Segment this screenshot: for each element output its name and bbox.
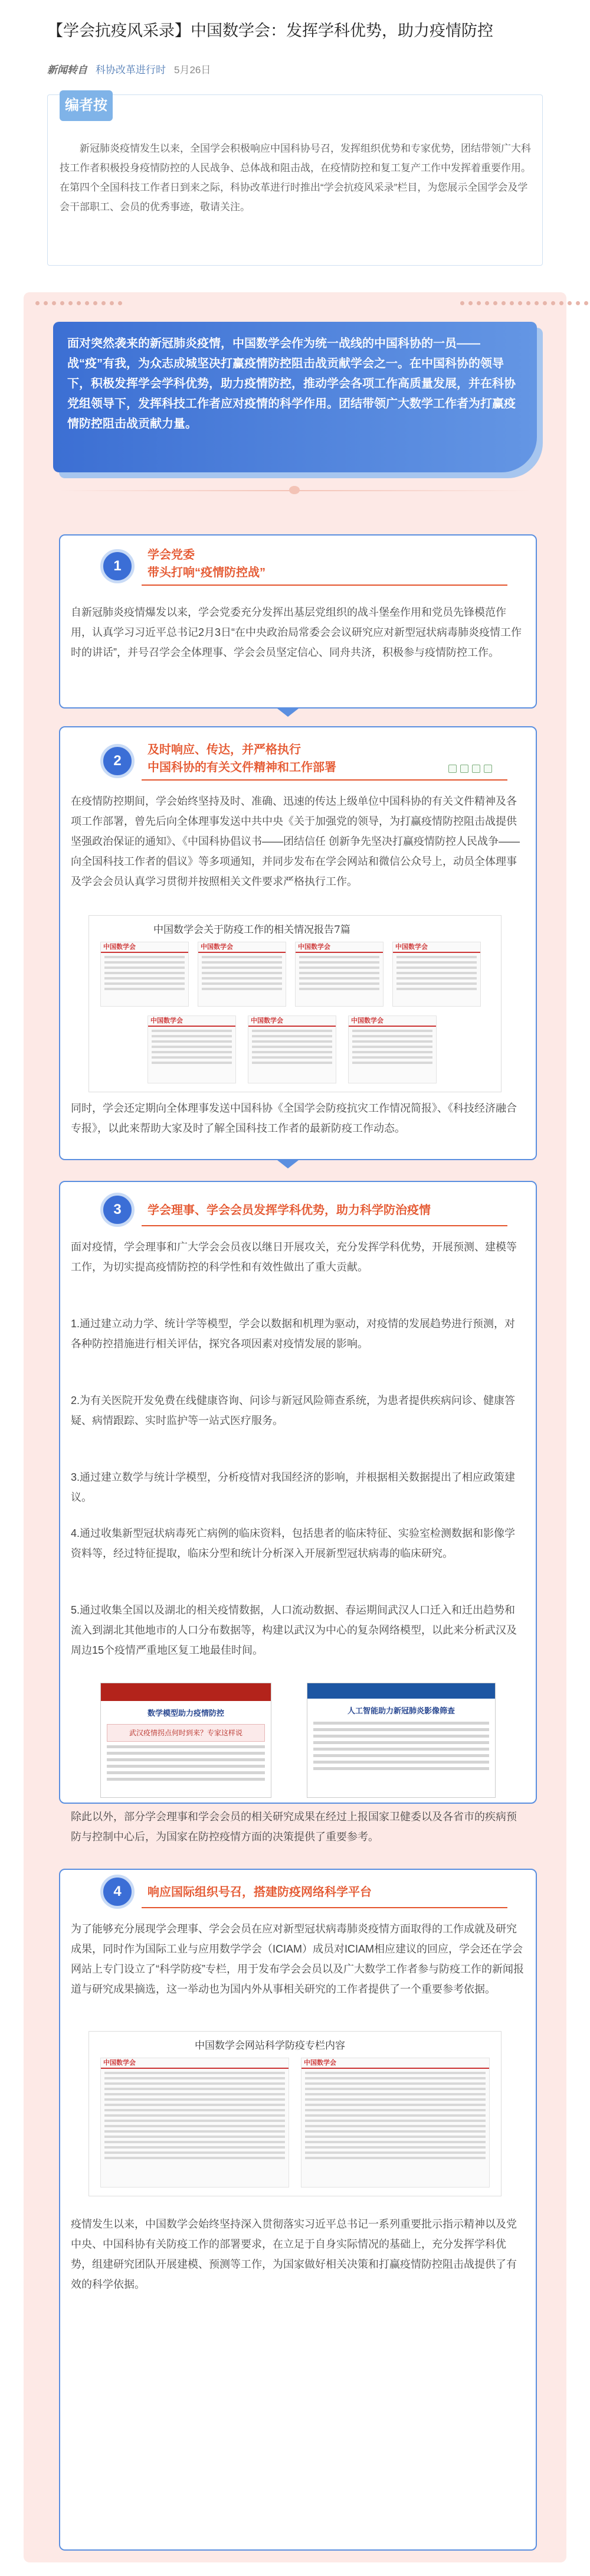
report-doc-6: 中国数学会 bbox=[248, 1016, 336, 1083]
section-4-figure-caption: 中国数学会网站科学防疫专栏内容 bbox=[195, 2040, 345, 2052]
section-2-icons bbox=[448, 765, 492, 773]
section-2-title-line2: 中国科协的有关文件精神和工作部署 bbox=[148, 761, 336, 774]
section-1-title-line2: 带头打响“疫情防控战” bbox=[148, 566, 266, 579]
section-3-item-5: 5.通过收集全国以及湖北的相关疫情数据，人口流动数据、春运期间武汉人口迁入和迁出趋势和流入到湖北其他地市的人口分布数据等，构建以武汉为中心的复杂网络模型，以此来分析武汉及周边15个疫情严重地区复工地最佳时间。 bbox=[71, 1604, 517, 1656]
news-left-title: 数学模型助力疫情防控 bbox=[147, 1709, 224, 1718]
section-1-title-line1: 学会党委 bbox=[148, 548, 195, 561]
editor-note bbox=[47, 94, 543, 266]
decor-dots-right bbox=[460, 301, 588, 309]
website-screenshot-1: 中国数学会 bbox=[100, 2058, 289, 2188]
section-4-text: 为了能够充分展现学会理事、学会会员在应对新型冠状病毒肺炎疫情方面取得的工作成就及研究成果，同时作为国际工业与应用数学学会（ICIAM）成员对ICIAM相应建议的回应，学会还在学会网站上专门设立了“科学防疫”专栏，用于发布学会会员以及广大数学工作者参与防疫工作的新闻报道与研究成果摘选，这一举动也为国内外从事相关研究的工作者提供了一个重要参考依据。 bbox=[71, 1923, 524, 1995]
section-3-text-after: 除此以外，部分学会理事和学会会员的相关研究成果在经过上报国家卫健委以及各省市的疾病预防与控制中心后，为国家在防控疫情方面的决策提供了重要参考。 bbox=[71, 1811, 517, 1843]
article-meta bbox=[47, 61, 211, 76]
grid-icon bbox=[472, 765, 480, 773]
report-doc-5: 中国数学会 bbox=[148, 1016, 236, 1083]
grid-icon bbox=[460, 765, 468, 773]
section-1-rule bbox=[142, 585, 507, 586]
section-3-title: 学会理事、学会会员发挥学科优势，助力科学防治疫情 bbox=[148, 1204, 431, 1217]
editor-note-text: 新冠肺炎疫情发生以来，全国学会积极响应中国科协号召，发挥组织优势和专家优势，团结带领广大科技工作者积极投身疫情防控的人民战争、总体战和阻击战，在疫情防控和复工复产工作中发挥着重要作用。在第四个全国科技工作者日到来之际，科协改革进行时推出“学会抗疫风采录”栏目，为您展示全国学会及学会干部职工、会员的优秀事迹，敬请关注。 bbox=[60, 143, 531, 213]
section-3-text: 面对疫情，学会理事和广大学会会员夜以继日开展攻关，充分发挥学科优势，开展预测、建模等工作，为切实提高疫情防控的科学性和有效性做出了重大贡献。 bbox=[71, 1241, 517, 1273]
section-1-text: 自新冠肺炎疫情爆发以来，学会党委充分发挥出基层党组织的战斗堡垒作用和党员先锋模范作用，认真学习习近平总书记2月3日“在中央政治局常委会会议研究应对新型冠状病毒肺炎疫情工作时的讲话”，并号召学会全体理事、学会会员坚定信心、同舟共济，积极参与疫情防控工作。 bbox=[71, 606, 522, 658]
report-doc-7: 中国数学会 bbox=[348, 1016, 437, 1083]
website-screenshot-2: 中国数学会 bbox=[301, 2058, 490, 2188]
news-screenshot-right bbox=[307, 1683, 496, 1798]
section-2-badge: 2 bbox=[100, 744, 135, 778]
section-3-item-4: 4.通过收集新型冠状病毒死亡病例的临床资料，包括患者的临床特征、实验室检测数据和影像学资料等，经过特征提取，临床分型和统计分析深入开展新型冠状病毒的临床研究。 bbox=[71, 1527, 516, 1559]
decor-dots-left bbox=[35, 301, 122, 309]
report-doc-4: 中国数学会 bbox=[392, 942, 481, 1007]
section-1-badge: 1 bbox=[100, 549, 135, 583]
source-label: 新闻转自 bbox=[47, 64, 87, 76]
intro-banner: 面对突然袭来的新冠肺炎疫情，中国数学会作为统一战线的中国科协的一员——战“疫”有我，为众志成城坚决打赢疫情防控阻击战贡献学会之一。在中国科协的领导下，积极发挥学会学科优势，助力疫情防控，推动学会各项工作高质量发展，并在科协党组领导下，发挥科技工作者应对疫情的科学作用。团结带领广大数学工作者为打赢疫情防控阻击战贡献力量。 bbox=[53, 322, 537, 472]
section-2-title-line1: 及时响应、传达，并严格执行 bbox=[148, 743, 301, 756]
grid-icon bbox=[448, 765, 457, 773]
section-2-text-after: 同时，学会还定期向全体理事发送中国科协《全国学会防疫抗灾工作情况简报》、《科技经济融合专报》，以此来帮助大家及时了解全国科技工作者的最新防疫工作动态。 bbox=[71, 1102, 517, 1134]
section-1-arrow bbox=[277, 709, 299, 717]
news-left-highlight: 武汉疫情拐点何时到来？专家这样说 bbox=[107, 1724, 265, 1742]
account-link[interactable]: 科协改革进行时 bbox=[96, 64, 166, 76]
section-3-badge: 3 bbox=[100, 1193, 135, 1227]
report-doc-3: 中国数学会 bbox=[295, 942, 384, 1007]
report-doc-2: 中国数学会 bbox=[198, 942, 286, 1007]
section-3-rule bbox=[142, 1225, 507, 1226]
news-screenshot-left bbox=[100, 1683, 271, 1798]
divider-ornament bbox=[289, 486, 300, 494]
grid-icon bbox=[484, 765, 492, 773]
section-4-text-after: 疫情发生以来，中国数学会始终坚持深入贯彻落实习近平总书记一系列重要批示指示精神以及党中央、中国科协有关防疫工作的部署要求，在立足于自身实际情况的基础上，充分发挥学科优势，组建研究团队开展建模、预测等工作，为国家做好相关决策和打赢疫情防控阻击战提供了有效的科学依据。 bbox=[71, 2218, 517, 2290]
editor-note-tag: 编者按 bbox=[60, 90, 113, 121]
section-3-item-1: 1.通过建立动力学、统计学等模型，学会以数据和机理为驱动，对疫情的发展趋势进行预测，对各种防控措施进行相关评估，探究各项因素对疫情发展的影响。 bbox=[71, 1318, 516, 1350]
news-right-title: 人工智能助力新冠肺炎影像筛查 bbox=[347, 1706, 455, 1715]
section-4-title: 响应国际组织号召，搭建防疫网络科学平台 bbox=[148, 1886, 372, 1899]
section-3-item-3: 3.通过建立数学与统计学模型，分析疫情对我国经济的影响，并根据相关数据提出了相应政策建议。 bbox=[71, 1471, 516, 1503]
publish-date: 5月26日 bbox=[174, 64, 211, 76]
section-3-item-2: 2.为有关医院开发免费在线健康咨询、问诊与新冠风险筛查系统，为患者提供疾病问诊、健康答疑、病情跟踪、实时监护等一站式医疗服务。 bbox=[71, 1395, 516, 1426]
section-2-figure-caption: 中国数学会关于防疫工作的相关情况报告7篇 bbox=[153, 924, 350, 936]
report-doc-1: 中国数学会 bbox=[100, 942, 189, 1007]
section-4-rule bbox=[142, 1907, 507, 1908]
section-2-arrow bbox=[277, 1160, 299, 1168]
section-2-text: 在疫情防控期间，学会始终坚持及时、准确、迅速的传达上级单位中国科协的有关文件精神及各项工作部署，曾先后向全体理事发送中共中央《关于加强党的领导，为打赢疫情防控阻击战提供坚强政治保证的通知》、《中国科协倡议书——团结信任 创新争先坚决打赢疫情防控人民战争——向全国科技工作者的倡议》等多项通知，并同步发布在学会网站和微信公众号上，动员全体理事及学会会员认真学习贯彻并按照相关文件要求严格执行工作。 bbox=[71, 795, 520, 887]
section-2-rule bbox=[142, 779, 507, 781]
article-title: 【学会抗疫风采录】中国数学会：发挥学科优势，助力疫情防控 bbox=[47, 22, 493, 40]
section-4-badge: 4 bbox=[100, 1875, 135, 1909]
